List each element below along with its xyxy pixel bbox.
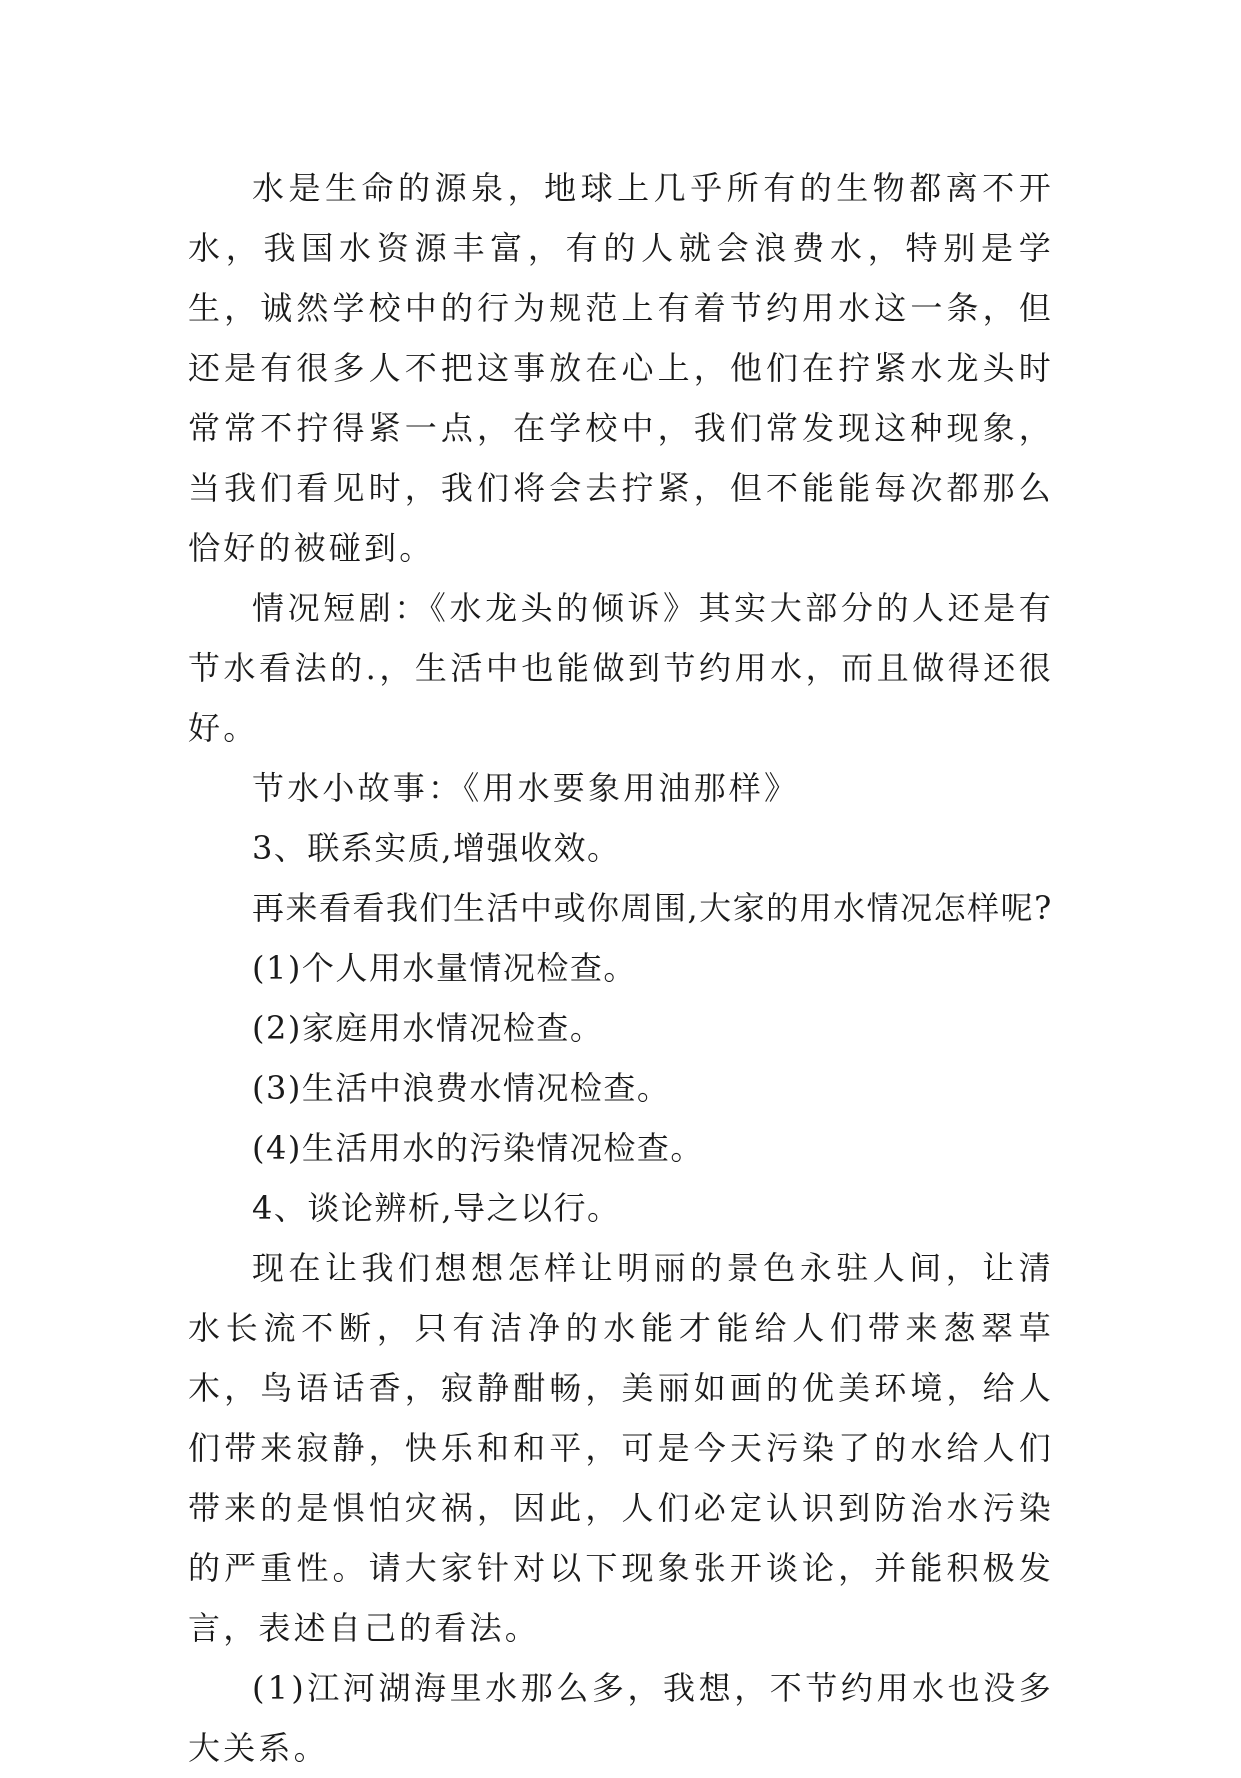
paragraph-short-play: 情况短剧：《水龙头的倾诉》其实大部分的人还是有节水看法的.，生活中也能做到节约用水，而且做得还很好。 <box>188 589 1054 747</box>
list-item-1: (1)个人用水量情况检查。 <box>252 949 637 987</box>
document-body <box>188 158 1054 1778</box>
section-heading-4: 4、谈论辨析,导之以行。 <box>252 1189 621 1227</box>
section-heading-3: 3、联系实质,增强收效。 <box>252 829 621 867</box>
discussion-item-1: (1)江河湖海里水那么多，我想，不节约用水也没多大关系。 <box>188 1669 1054 1767</box>
paragraph-look-around: 再来看看我们生活中或你周围,大家的用水情况怎样呢? <box>252 889 1053 927</box>
list-item-2: (2)家庭用水情况检查。 <box>252 1009 604 1047</box>
list-item-4: (4)生活用水的污染情况检查。 <box>252 1129 704 1167</box>
paragraph-water-story: 节水小故事：《用水要象用油那样》 <box>252 769 800 807</box>
list-item-3: (3)生活中浪费水情况检查。 <box>252 1069 671 1107</box>
paragraph-discussion: 现在让我们想想怎样让明丽的景色永驻人间，让清水长流不断，只有洁净的水能才能给人们带来葱翠草木，鸟语话香，寂静酣畅，美丽如画的优美环境，给人们带来寂静，快乐和和平，可是今天污染了的水给人们带来的是惧怕灾祸，因此，人们必定认识到防治水污染的严重性。请大家针对以下现象张开谈论，并能积极发言，表述自己的看法。 <box>188 1249 1054 1647</box>
paragraph-water-source: 水是生命的源泉，地球上几乎所有的生物都离不开水，我国水资源丰富，有的人就会浪费水，特别是学生，诚然学校中的行为规范上有着节约用水这一条，但还是有很多人不把这事放在心上，他们在拧紧水龙头时常常不拧得紧一点，在学校中，我们常发现这种现象，当我们看见时，我们将会去拧紧，但不能能每次都那么恰好的被碰到。 <box>188 169 1054 567</box>
